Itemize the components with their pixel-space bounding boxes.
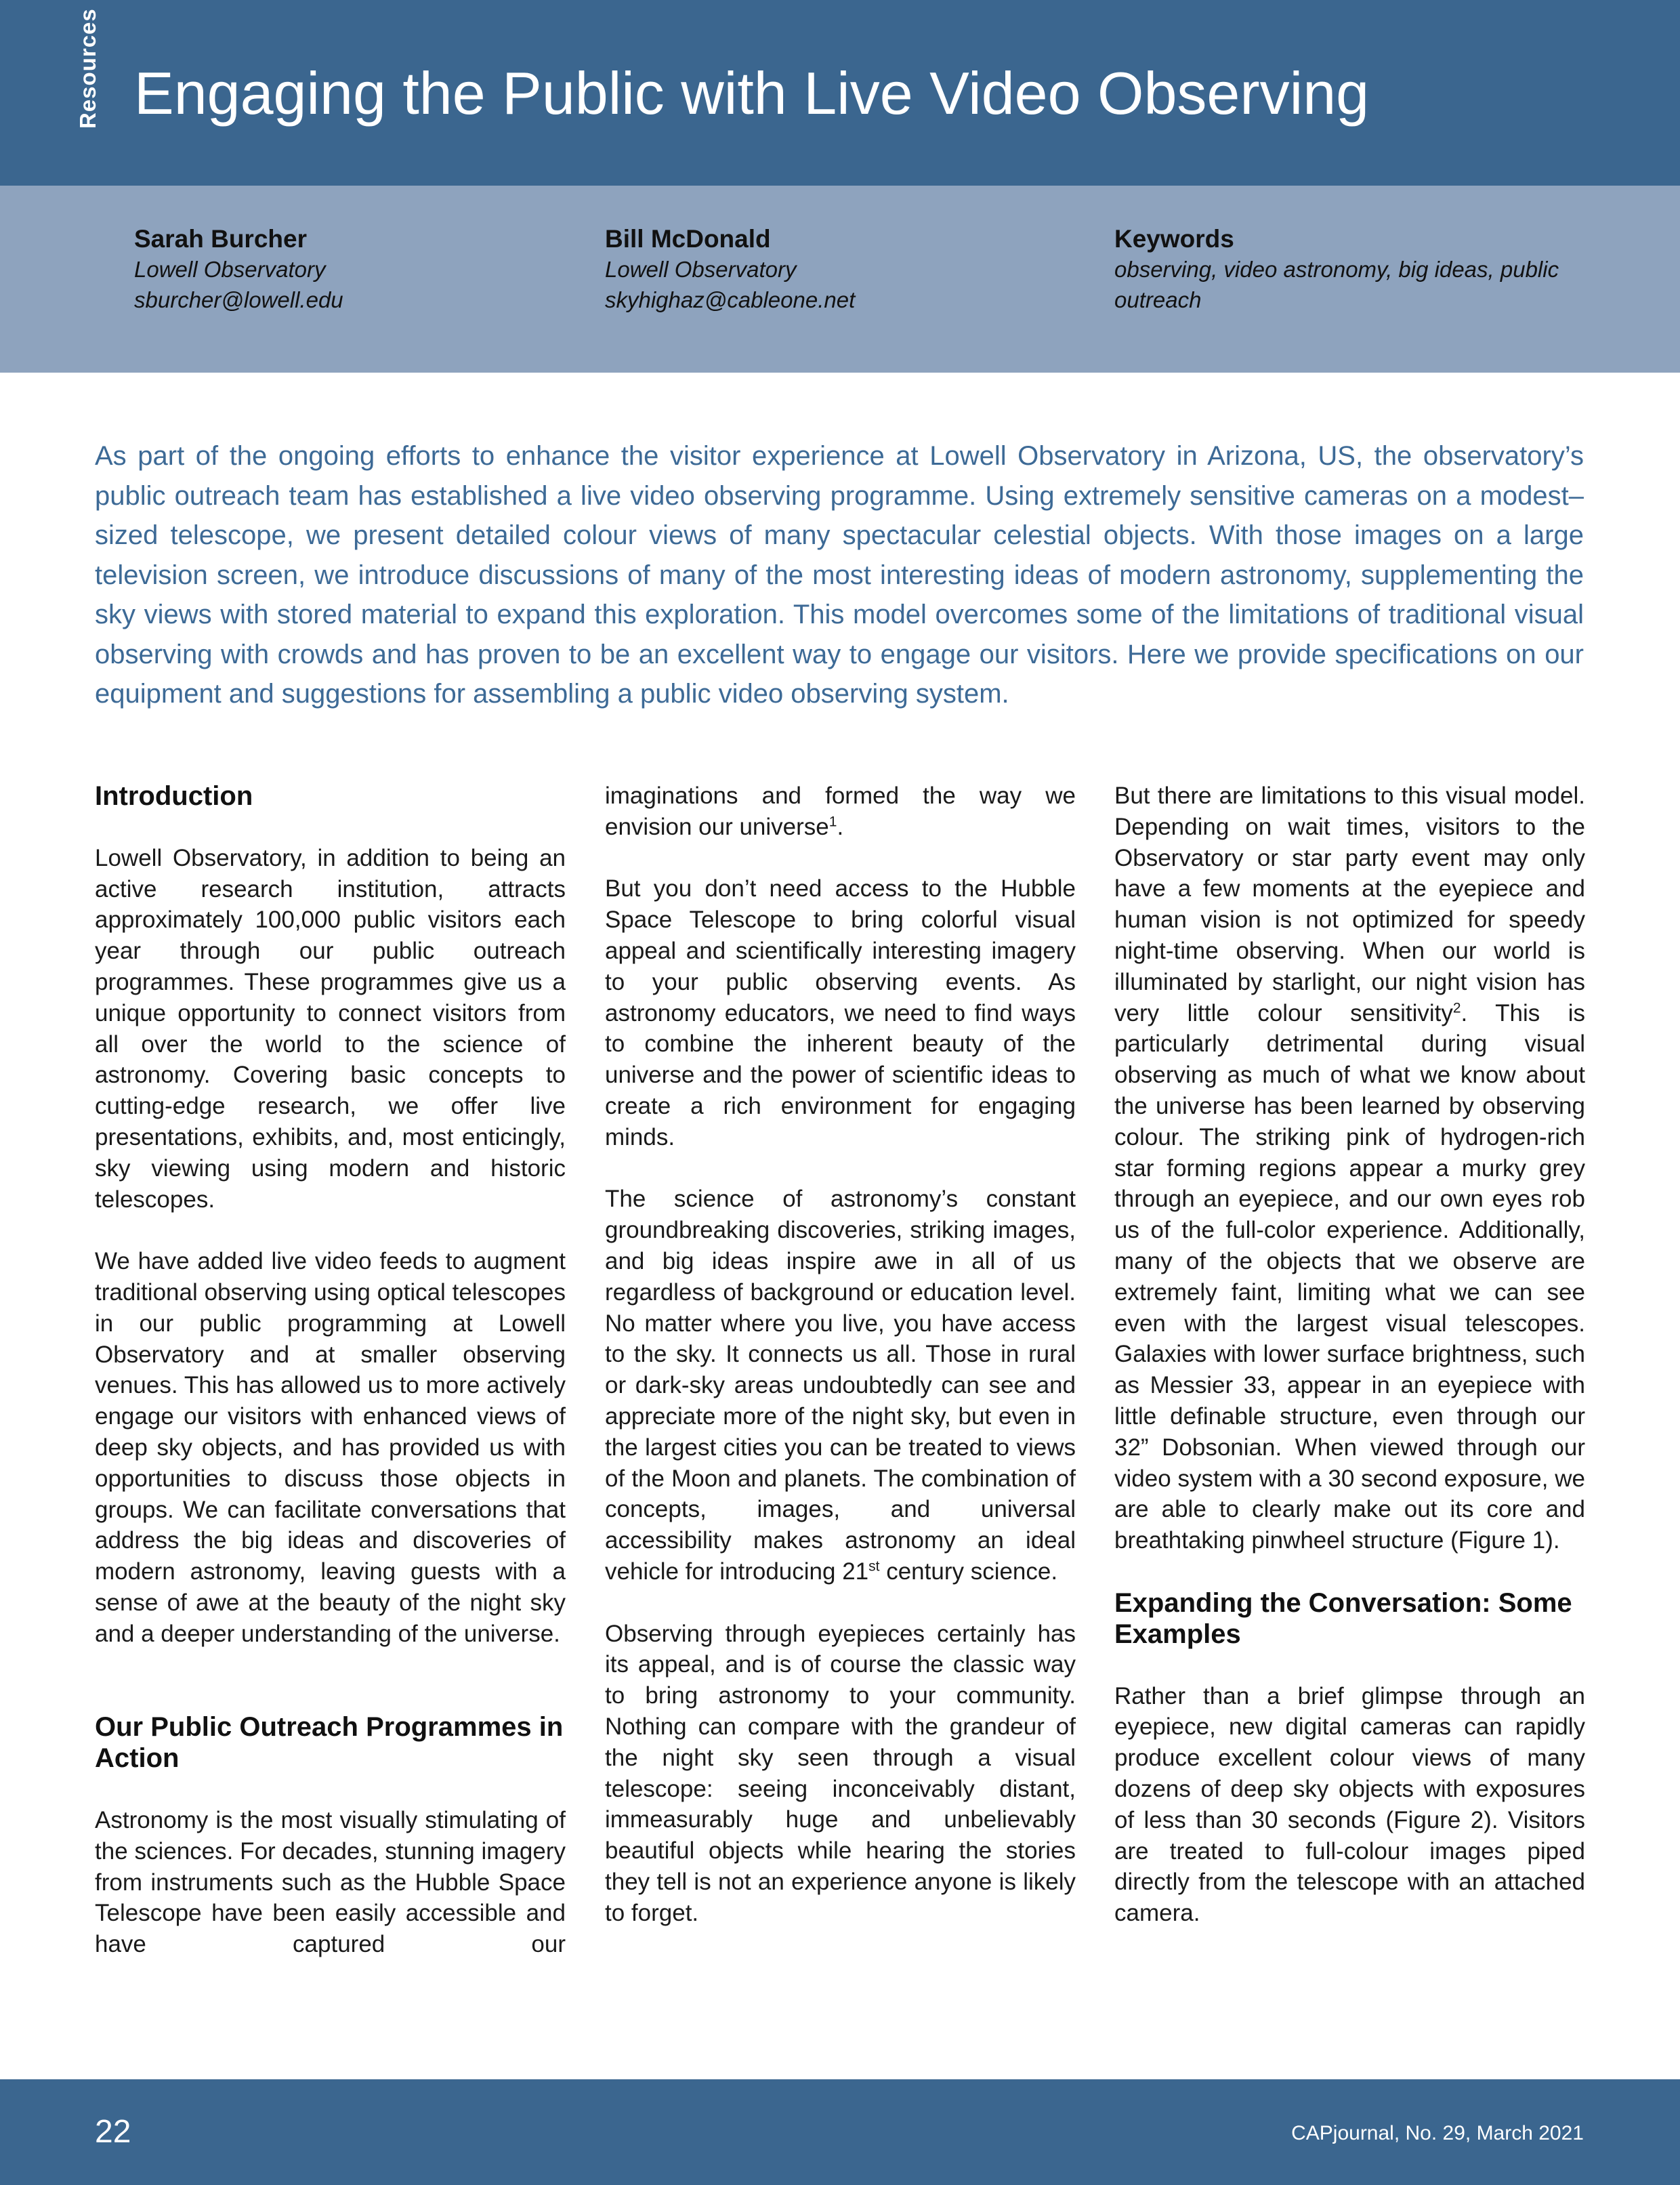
section-heading-expanding: Expanding the Conversation: Some Examples [1114, 1587, 1572, 1649]
author-affiliation: Lowell Observatory [134, 257, 326, 282]
footnote-ref: 1 [828, 814, 837, 830]
paragraph-text: century science. [879, 1558, 1058, 1585]
abstract: As part of the ongoing efforts to enhance the visitor experience at Lowell Observatory in Arizona, US, the observatory’s public outreach team has established a live video observing programme. Using extremely sensitive cameras on a modest–sized telescope, we present detailed colour views of many spectacular celestial objects. With those images on a large television screen, we introduce discussions of many of the most interesting ideas of modern astronomy, supplementing the sky views with stored material to expand this exploration. This model overcomes some of the limitations of traditional visual observing with crowds and has proven to be an excellent way to engage our visitors. Here we provide specifications on our equipment and suggestions for assembling a public video observing system. [95, 441, 1584, 709]
footnote-ref: 2 [1452, 999, 1461, 1016]
paragraph-text: But there are limitations to this visual model. Depending on wait times, visitors to the Observatory or star party event may only have a few moments at the eyepiece and human vision is not optimized for speedy night-time observing. When our world is illuminated by starlight, our night vision has very little colour sensitivity [1114, 783, 1585, 1026]
paragraph-text: The science of astronomy’s constant groundbreaking discoveries, striking images, and big ideas inspire awe in all of us regardless of background or education level. No matter where you live, you have access to the sky. It connects us all. Those in rural or dark-sky areas undoubtedly can see and appreciate more of the night sky, but even in the largest cities you can be treated to views of the Moon and planets. The combination of concepts, images, and universal accessibility makes astronomy an ideal vehicle for introducing 21 [605, 1186, 1076, 1585]
paragraph: Lowell Observatory, in addition to being an active research institution, attracts approximately 100,000 public visitors each year through our public outreach programmes. These programmes give us a unique opportunity to connect visitors from all over the world to the science of astronomy. Covering basic concepts to cutting-edge research, we offer live presentations, exhibits, and, most enticingly, sky viewing using modern and historic telescopes. [95, 844, 566, 1213]
paragraph-text: . [837, 813, 844, 840]
journal-reference: CAPjournal, No. 29, March 2021 [1291, 2122, 1584, 2144]
section-heading-outreach: Our Public Outreach Programmes in Action [95, 1712, 564, 1774]
author-name: Bill McDonald [605, 225, 771, 253]
author-name: Sarah Burcher [134, 225, 307, 253]
author-block-2 [605, 224, 1011, 315]
column-1 [95, 781, 566, 1960]
footer-band [0, 2079, 1680, 2185]
author-affiliation: Lowell Observatory [605, 257, 797, 282]
author-email[interactable]: skyhighaz@cableone.net [605, 287, 856, 312]
author-band [0, 186, 1680, 373]
keywords-text: observing, video astronomy, big ideas, public outreach [1114, 257, 1559, 312]
section-label: Resources [75, 8, 100, 129]
author-email[interactable]: sburcher@lowell.edu [134, 287, 343, 312]
column-2 [605, 781, 1076, 1959]
paragraph-text: Observing through eyepieces certainly has its appeal, and is of course the classic way to bring astronomy to your community. Nothing can compare with the grandeur of the night sky seen through a visual telescope: seeing inconceivably distant, immeasurably huge and unbelievably beautiful objects while hearing the stories they tell is not an experience anyone is likely to forget. [605, 1620, 1076, 1926]
section-heading-introduction: Introduction [95, 781, 253, 811]
author-block-1 [134, 224, 541, 315]
paragraph [1114, 781, 1585, 1556]
paragraph [605, 1619, 1076, 1929]
paragraph: We have added live video feeds to augment traditional observing using optical telescopes in our public programming at Lowell Observatory and at smaller observing venues. This has allowed us to more actively engage our visitors with enhanced views of deep sky objects, and has provided us with opportunities to discuss those objects in groups. We can facilitate conversations that address the big ideas and discoveries of modern astronomy, leaving guests with a sense of awe at the beauty of the night sky and a deeper understanding of the universe. [95, 1248, 566, 1647]
paragraph-text: . This is particularly detrimental during visual observing as much of what we know about the universe has been learned by observing colour. The striking pink of hydrogen-rich star forming regions appear a murky grey through an eyepiece, and our own eyes rob us of the full-color experience. Additionally, many of the objects that we observe are extremely faint, limiting what we can see even with the largest visual telescopes. Galaxies with lower surface brightness, such as Messier 33, appear in an eyepiece with little definable structure, even through our 32” Dobsonian. When viewed through our video system with a 30 second exposure, we are able to clearly make out its core and breathtaking pinwheel structure (Figure 1). [1114, 999, 1586, 1554]
footnote-ref: st [868, 1558, 880, 1575]
paragraph-split [95, 1805, 566, 1960]
article-title: Engaging the Public with Live Video Observing [134, 60, 1370, 127]
page-number: 22 [95, 2114, 131, 2150]
paragraph-continued [605, 781, 1076, 843]
column-3 [1114, 781, 1585, 1960]
paragraph: Rather than a brief glimpse through an eyepiece, new digital cameras can rapidly produce excellent colour views of many dozens of deep sky objects with exposures of less than 30 seconds (Figure 2). Visitors are treated to full-colour images piped directly from the telescope with an attached camera. [1114, 1682, 1585, 1927]
paragraph-text: But you don’t need access to the Hubble Space Telescope to bring colorful visual appeal and scientifically interesting imagery to your public observing events. As astronomy educators, we need to find ways to combine the inherent beauty of the universe and the power of scientific ideas to create a rich environment for engaging minds. [605, 875, 1076, 1150]
keywords-label: Keywords [1114, 225, 1234, 253]
paragraph [605, 873, 1076, 1152]
paragraph-text: Astronomy is the most visually stimulating of the sciences. For decades, stunning imagery from instruments such as the Hubble Space Telescope have been easily accessible and have captured our [95, 1806, 566, 1958]
keywords-block [1114, 224, 1589, 315]
title-band [0, 0, 1680, 186]
paragraph-text: imaginations and formed the way we envision our universe [605, 783, 1076, 840]
paragraph [605, 1184, 1076, 1587]
